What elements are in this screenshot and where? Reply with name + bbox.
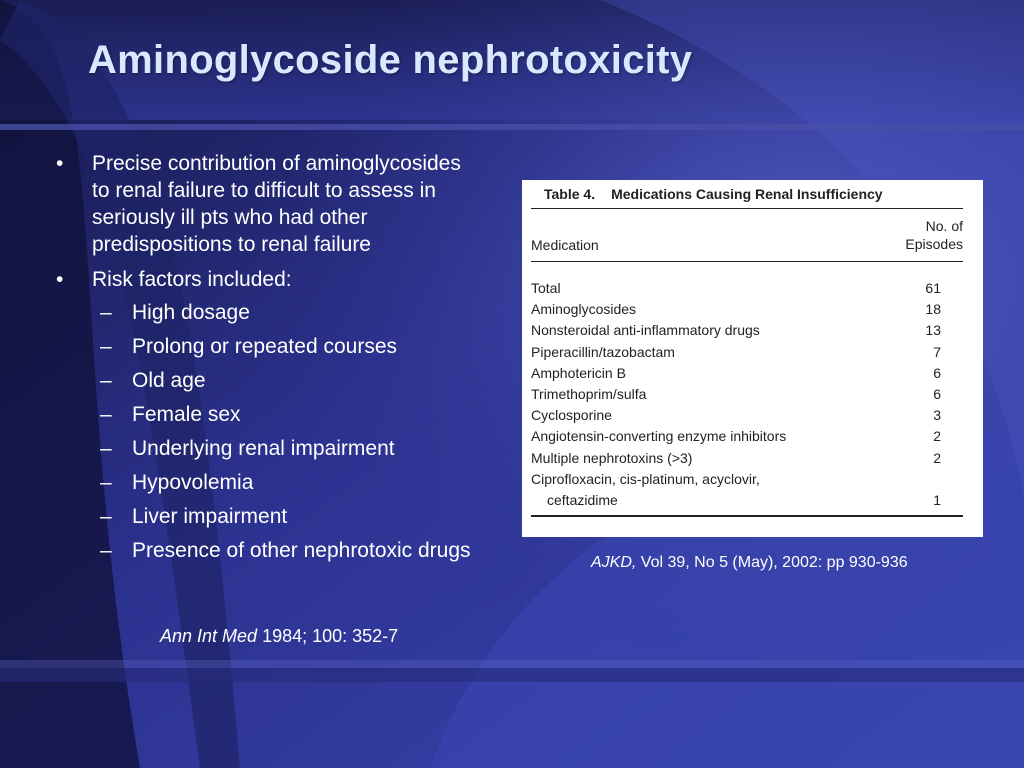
sub-bullet-item — [87, 537, 472, 564]
sub-bullet-item — [87, 333, 472, 360]
medication-name: Cyclosporine — [531, 407, 612, 424]
citation-journal: Ann Int Med — [160, 626, 258, 646]
medication-name: Aminoglycosides — [531, 301, 637, 318]
sub-bullet-text: Hypovolemia — [132, 471, 254, 494]
sub-bullet-text: Female sex — [132, 403, 241, 426]
citation-ann-int-med — [160, 626, 398, 647]
episode-count: 6 — [933, 364, 941, 381]
table-row — [531, 320, 963, 341]
episode-count: 3 — [933, 407, 941, 424]
sub-bullet-text: Underlying renal impairment — [132, 437, 395, 460]
dash-marker: – — [100, 437, 112, 460]
episode-count: 2 — [933, 428, 941, 445]
sub-bullet-text: Old age — [132, 369, 206, 392]
dash-marker: – — [100, 539, 112, 562]
episode-count: 1 — [933, 491, 941, 508]
table-caption — [531, 186, 963, 208]
dash-marker: – — [100, 369, 112, 392]
medication-name: ceftazidime — [547, 491, 618, 508]
medication-name: Total — [531, 280, 561, 296]
sub-bullet-item — [87, 299, 472, 326]
sub-bullet-item — [87, 401, 472, 428]
slide-title: Aminoglycoside nephrotoxicity — [88, 38, 693, 82]
table-row — [531, 363, 963, 384]
episode-count: 6 — [933, 385, 941, 402]
sub-bullet-item — [87, 367, 472, 394]
citation-details: Vol 39, No 5 (May), 2002: pp 930-936 — [636, 554, 908, 571]
sub-bullet-item — [87, 435, 472, 462]
table-row — [531, 469, 963, 490]
medication-name: Angiotensin-converting enzyme inhibitors — [531, 428, 787, 445]
bullet-list — [52, 150, 472, 572]
table-row — [531, 448, 963, 469]
citation-journal: AJKD, — [591, 554, 637, 571]
bullet-item — [52, 266, 472, 564]
dash-marker: – — [100, 403, 112, 426]
medication-name: Nonsteroidal anti-inflammatory drugs — [531, 322, 760, 339]
episode-count: 61 — [925, 280, 941, 296]
sub-bullet-item — [87, 503, 472, 530]
episode-count: 7 — [933, 343, 941, 360]
table-row — [531, 278, 963, 299]
sub-bullet-text: Liver impairment — [132, 505, 288, 528]
episode-count: 18 — [925, 301, 941, 318]
medication-name: Piperacillin/tazobactam — [531, 343, 675, 360]
sub-bullet-text: High dosage — [132, 301, 250, 324]
medications-table — [522, 180, 983, 537]
table-row — [531, 426, 963, 447]
bullet-marker: • — [56, 268, 64, 291]
medication-name: Multiple nephrotoxins (>3) — [531, 449, 693, 466]
citation-ajkd — [591, 554, 908, 572]
table-row — [531, 405, 963, 426]
episode-count: 2 — [933, 449, 941, 466]
dash-marker: – — [100, 335, 112, 358]
column-header-episodes-line2: Episodes — [905, 236, 963, 252]
table-row — [531, 490, 963, 511]
column-header-episodes — [905, 217, 963, 253]
risk-factor-list — [92, 299, 472, 564]
table-body — [531, 262, 963, 511]
dash-marker: – — [100, 301, 112, 324]
citation-details: 1984; 100: 352-7 — [257, 626, 399, 646]
sub-bullet-text: Prolong or repeated courses — [132, 335, 397, 358]
sub-bullet-item — [87, 469, 472, 496]
dash-marker: – — [100, 505, 112, 528]
medication-name: Amphotericin B — [531, 364, 626, 381]
table-bottom-rule — [531, 515, 963, 517]
bullet-text: Risk factors included: — [92, 268, 292, 291]
sub-bullet-text: Presence of other nephrotoxic drugs — [132, 539, 471, 562]
table-row — [531, 384, 963, 405]
medication-name: Ciprofloxacin, cis-platinum, acyclovir, — [531, 470, 760, 487]
column-header-medication: Medication — [531, 237, 599, 253]
bullet-marker: • — [56, 152, 64, 175]
dash-marker: – — [100, 471, 112, 494]
episode-count: 13 — [925, 322, 941, 339]
table-header — [531, 209, 963, 261]
bullet-item — [52, 150, 472, 258]
bullet-text: Precise contribution of aminoglycosides to renal failure to difficult to assess in seriously ill pts who had other predispositions to renal failure — [92, 152, 461, 256]
medication-name: Trimethoprim/sulfa — [531, 385, 647, 402]
table-title: Medications Causing Renal Insufficiency — [611, 186, 883, 202]
table-row — [531, 342, 963, 363]
column-header-episodes-line1: No. of — [925, 218, 963, 234]
table-label: Table 4. — [544, 186, 596, 202]
table-row — [531, 299, 963, 320]
